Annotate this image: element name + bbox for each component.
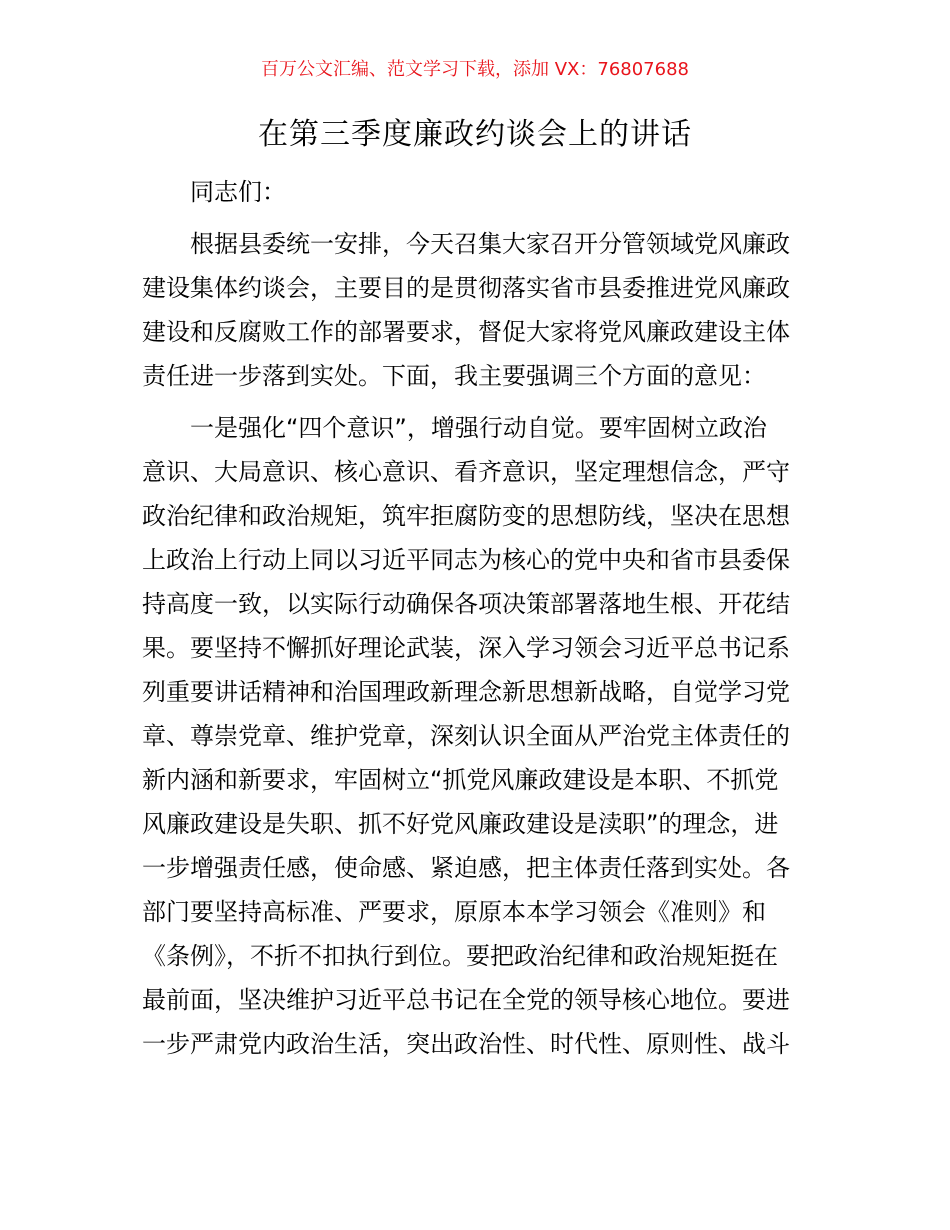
paragraph-1 (142, 222, 822, 398)
paragraph-line: 一步严肃党内政治生活，突出政治性、时代性、原则性、战斗 (142, 1030, 790, 1058)
paragraph-line: 最前面，坚决维护习近平总书记在全党的领导核心地位。要进 (142, 986, 790, 1014)
paragraph-line: 《条例》，不折不扣执行到位。要把政治纪律和政治规矩挺在 (142, 942, 778, 970)
paragraph-line: 政治纪律和政治规矩，筑牢拒腐防变的思想防线，坚决在思想 (142, 502, 790, 530)
paragraph-line: 新内涵和新要求，牢固树立“抓党风廉政建设是本职、不抓党 (142, 766, 779, 794)
paragraph-line: 上政治上行动上同以习近平同志为核心的党中央和省市县委保 (142, 546, 790, 574)
paragraph-line: 建设和反腐败工作的部署要求，督促大家将党风廉政建设主体 (142, 318, 790, 346)
paragraph-line: 列重要讲话精神和治国理政新理念新思想新战略，自觉学习党 (142, 678, 790, 706)
paragraph-line: 一步增强责任感，使命感、紧迫感，把主体责任落到实处。各 (142, 854, 790, 882)
paragraph-line: 持高度一致，以实际行动确保各项决策部署落地生根、开花结 (142, 590, 790, 618)
salutation: 同志们： (190, 178, 286, 206)
paragraph-line: 建设集体约谈会，主要目的是贯彻落实省市县委推进党风廉政 (142, 274, 790, 302)
header-watermark: 百万公文汇编、范文学习下载，添加 VX：76807688 (261, 59, 689, 80)
paragraph-line: 责任进一步落到实处。下面，我主要强调三个方面的意见： (142, 362, 766, 390)
paragraph-line: 风廉政建设是失职、抓不好党风廉政建设是渎职”的理念，进 (142, 810, 779, 838)
document-title: 在第三季度廉政约谈会上的讲话 (258, 117, 692, 152)
paragraph-line: 意识、大局意识、核心意识、看齐意识，坚定理想信念，严守 (142, 458, 790, 486)
paragraph-line: 部门要坚持高标准、严要求，原原本本学习领会《准则》和 (142, 898, 766, 926)
paragraph-line: 章、尊崇党章、维护党章，深刻认识全面从严治党主体责任的 (142, 722, 790, 750)
paragraph-line: 根据县委统一安排，今天召集大家召开分管领域党风廉政 (190, 230, 790, 258)
paragraph-line: 一是强化“四个意识”，增强行动自觉。要牢固树立政治 (190, 414, 767, 442)
paragraph-line: 果。要坚持不懈抓好理论武装，深入学习领会习近平总书记系 (142, 634, 790, 662)
paragraph-2 (142, 406, 822, 1066)
